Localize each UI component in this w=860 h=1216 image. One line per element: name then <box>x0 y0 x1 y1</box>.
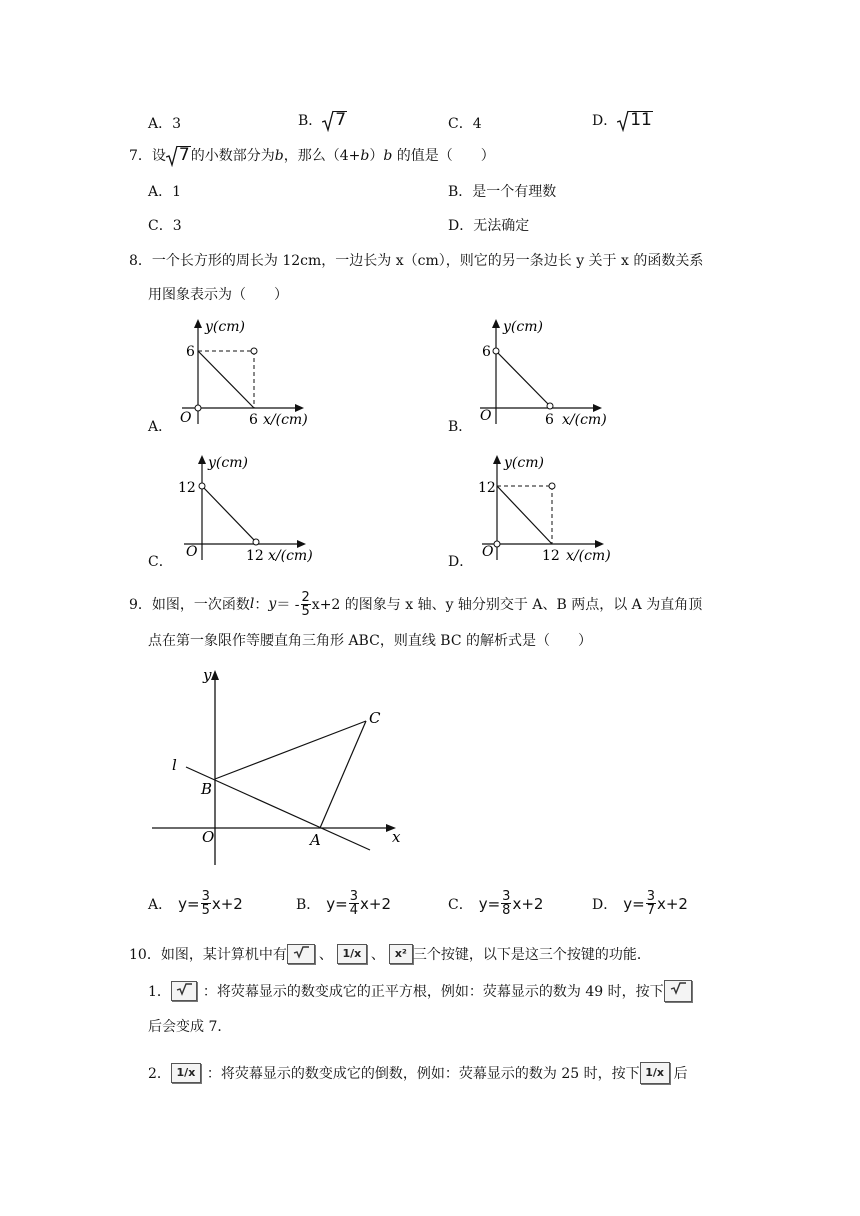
q9-option-b <box>296 890 391 917</box>
q6-option-c <box>448 113 482 133</box>
variable: b <box>360 148 370 164</box>
text: x+2 <box>512 894 544 913</box>
q6-option-b <box>298 110 347 130</box>
text: 设 <box>151 148 166 164</box>
x-arrow-icon <box>595 540 604 548</box>
q8-graph-c <box>170 452 440 572</box>
q7-option-a <box>148 181 181 201</box>
sqrt-key-icon <box>171 981 197 1001</box>
q8-graph-b <box>468 316 738 436</box>
q8-graph-d <box>468 452 738 572</box>
reciprocal-key-icon: 1/x <box>171 1063 201 1083</box>
y-arrow-icon <box>198 455 206 464</box>
text: 的小数部分为 <box>190 148 275 164</box>
y-axis-label: y(cm) <box>504 455 544 471</box>
fraction <box>501 890 511 917</box>
x-arrow-icon <box>593 404 602 412</box>
y-axis-label: y(cm) <box>503 319 543 335</box>
open-point <box>253 539 259 545</box>
line-l-label: l <box>172 756 177 774</box>
numerator: 3 <box>646 889 655 904</box>
segment-ca <box>320 721 366 828</box>
y-tick-label: 12 <box>478 480 496 496</box>
origin-label: O <box>180 410 192 426</box>
q9-stem-line1 <box>129 583 702 625</box>
text: ） <box>369 148 384 164</box>
point-b-label: B <box>201 780 213 798</box>
open-point <box>195 405 201 411</box>
fraction <box>301 591 311 618</box>
q10-stem <box>129 944 651 964</box>
point-c-label: C <box>369 709 381 727</box>
x-axis-label: x/(cm) <box>263 412 308 428</box>
text: 的值是（ ） <box>392 148 495 164</box>
open-point <box>493 348 499 354</box>
q6-option-a <box>148 113 181 133</box>
text: ： <box>254 597 269 613</box>
q9-option-d <box>592 890 688 917</box>
text: 、 <box>318 947 333 963</box>
x-arrow-icon <box>295 404 304 412</box>
option-label: A． <box>148 184 173 200</box>
denominator: 4 <box>349 903 359 918</box>
x-axis-label: x/(cm) <box>562 412 607 428</box>
q8-graph-a <box>170 316 440 436</box>
sqrt-symbol <box>322 111 347 129</box>
x-tick-label: 12 <box>246 548 264 564</box>
y-axis-label: y <box>203 666 212 684</box>
segment-bc <box>215 721 366 779</box>
radicand: 7 <box>335 110 347 130</box>
q7-option-c <box>148 215 182 235</box>
text: y= <box>478 894 501 913</box>
graph-line <box>198 351 254 408</box>
text: y= <box>326 894 348 913</box>
text: 10．如图，某计算机中有 <box>129 947 287 963</box>
option-value: 3 <box>172 116 182 132</box>
origin-label: O <box>202 828 215 846</box>
item-number: 2． <box>148 1066 171 1082</box>
text: y= <box>178 894 200 913</box>
q8-graph-a-label: A． <box>148 419 173 435</box>
denominator: 7 <box>646 903 655 918</box>
radicand: 7 <box>178 145 190 165</box>
origin-label: O <box>482 544 494 560</box>
q9-stem-line2: 点在第一象限作等腰直角三角形 ABC，则直线 BC 的解析式是（ ） <box>148 633 592 649</box>
text: x+2 的图象与 x 轴、y 轴分别交于 A、B 两点，以 A 为直角顶 <box>311 597 703 613</box>
x-tick-label: 6 <box>249 412 258 428</box>
x-tick-label: 6 <box>545 412 554 428</box>
text: ：将荧幕显示的数变成它的正平方根，例如：荧幕显示的数为 49 时，按下 <box>202 984 664 1000</box>
graph-line <box>497 486 552 544</box>
variable: b <box>274 148 284 164</box>
sqrt-key-icon <box>664 980 692 1002</box>
option-label: B． <box>298 113 323 129</box>
x-axis-label: x/(cm) <box>566 548 611 564</box>
radicand: 11 <box>630 110 652 130</box>
denominator: 5 <box>301 603 310 619</box>
option-label: B． <box>448 184 473 200</box>
question-number: 7． <box>129 148 152 164</box>
option-label: D． <box>592 113 618 129</box>
x-arrow-icon <box>297 540 306 548</box>
option-text: 是一个有理数 <box>472 184 557 200</box>
q8-stem-line1: 8．一个长方形的周长为 12cm，一边长为 x（cm），则它的另一条边长 y 关于 x 的函数关系 <box>129 253 704 269</box>
q8-graph-b-label: B． <box>448 419 473 435</box>
option-label: D． <box>592 896 618 913</box>
option-label: A． <box>148 116 173 132</box>
option-label: C． <box>148 218 173 234</box>
q10-item2 <box>148 1062 688 1084</box>
denominator: 8 <box>502 903 511 918</box>
q7-option-b <box>448 181 556 201</box>
square-key-icon: x² <box>389 944 413 964</box>
text: 三个按键，以下是这三个按键的功能． <box>412 947 651 963</box>
q8-graph-d-label: D． <box>448 554 474 570</box>
numerator: 2 <box>301 589 310 605</box>
fraction <box>201 890 211 917</box>
text: ＝ - <box>276 597 300 613</box>
option-label: C． <box>448 116 473 132</box>
q10-item1-line2: 后会变成 7． <box>148 1019 232 1035</box>
y-tick-label: 12 <box>178 480 196 496</box>
option-value: 4 <box>472 116 482 132</box>
y-axis-label: y(cm) <box>208 455 248 471</box>
text: ：将荧幕显示的数变成它的倒数，例如：荧幕显示的数为 25 时，按下 <box>206 1066 640 1082</box>
open-point <box>549 483 555 489</box>
q7-stem <box>129 145 495 165</box>
sqrt-key-icon <box>287 944 315 964</box>
x-tick-label: 12 <box>542 548 560 564</box>
reciprocal-key-icon: 1/x <box>337 944 367 964</box>
text: ，那么（4+ <box>283 148 361 164</box>
text: x+2 <box>360 894 392 913</box>
text: x+2 <box>211 894 243 913</box>
option-text: 3 <box>172 218 182 234</box>
sqrt-symbol <box>166 146 191 164</box>
q9-option-c <box>448 890 543 917</box>
q7-option-d <box>448 215 529 235</box>
origin-label: O <box>186 544 198 560</box>
graph-line <box>496 351 550 406</box>
y-tick-label: 6 <box>482 344 491 360</box>
variable: y <box>268 596 277 612</box>
y-arrow-icon <box>211 670 219 680</box>
q9-figure <box>140 660 420 875</box>
text: 9．如图，一次函数 <box>129 597 250 613</box>
text: x+2 <box>656 894 688 913</box>
option-label: D． <box>448 218 474 234</box>
y-arrow-icon <box>493 455 501 464</box>
option-text: 无法确定 <box>473 218 530 234</box>
point-a-label: A <box>310 831 321 849</box>
y-arrow-icon <box>492 319 500 328</box>
numerator: 3 <box>502 889 511 904</box>
numerator: 3 <box>349 889 359 904</box>
sqrt-symbol <box>617 111 653 129</box>
fraction <box>646 890 656 917</box>
option-label: B． <box>296 896 321 913</box>
open-point <box>251 348 257 354</box>
option-label: C． <box>448 896 473 913</box>
x-axis-label: x/(cm) <box>268 548 313 564</box>
y-arrow-icon <box>194 319 202 328</box>
denominator: 5 <box>201 903 210 918</box>
origin-label: O <box>480 408 492 424</box>
reciprocal-key-icon: 1/x <box>640 1062 670 1084</box>
option-label: A． <box>148 896 173 913</box>
q6-option-d <box>592 110 653 130</box>
variable: l <box>249 596 255 612</box>
fraction <box>349 890 359 917</box>
graph-line <box>202 486 256 542</box>
q8-stem-line2: 用图象表示为（ ） <box>148 287 288 303</box>
q10-item1 <box>148 980 692 1002</box>
q8-graph-c-label: C． <box>148 554 173 570</box>
y-tick-label: 6 <box>186 344 195 360</box>
text: 后 <box>673 1066 688 1082</box>
text: 、 <box>370 947 385 963</box>
text: y= <box>623 894 645 913</box>
x-axis-label: x <box>392 828 401 846</box>
option-text: 1 <box>172 184 182 200</box>
item-number: 1． <box>148 984 171 1000</box>
variable: b <box>383 148 393 164</box>
numerator: 3 <box>201 889 210 904</box>
open-point <box>547 403 553 409</box>
open-point <box>199 483 205 489</box>
y-axis-label: y(cm) <box>205 319 245 335</box>
open-point <box>494 541 500 547</box>
q9-option-a <box>148 890 243 917</box>
